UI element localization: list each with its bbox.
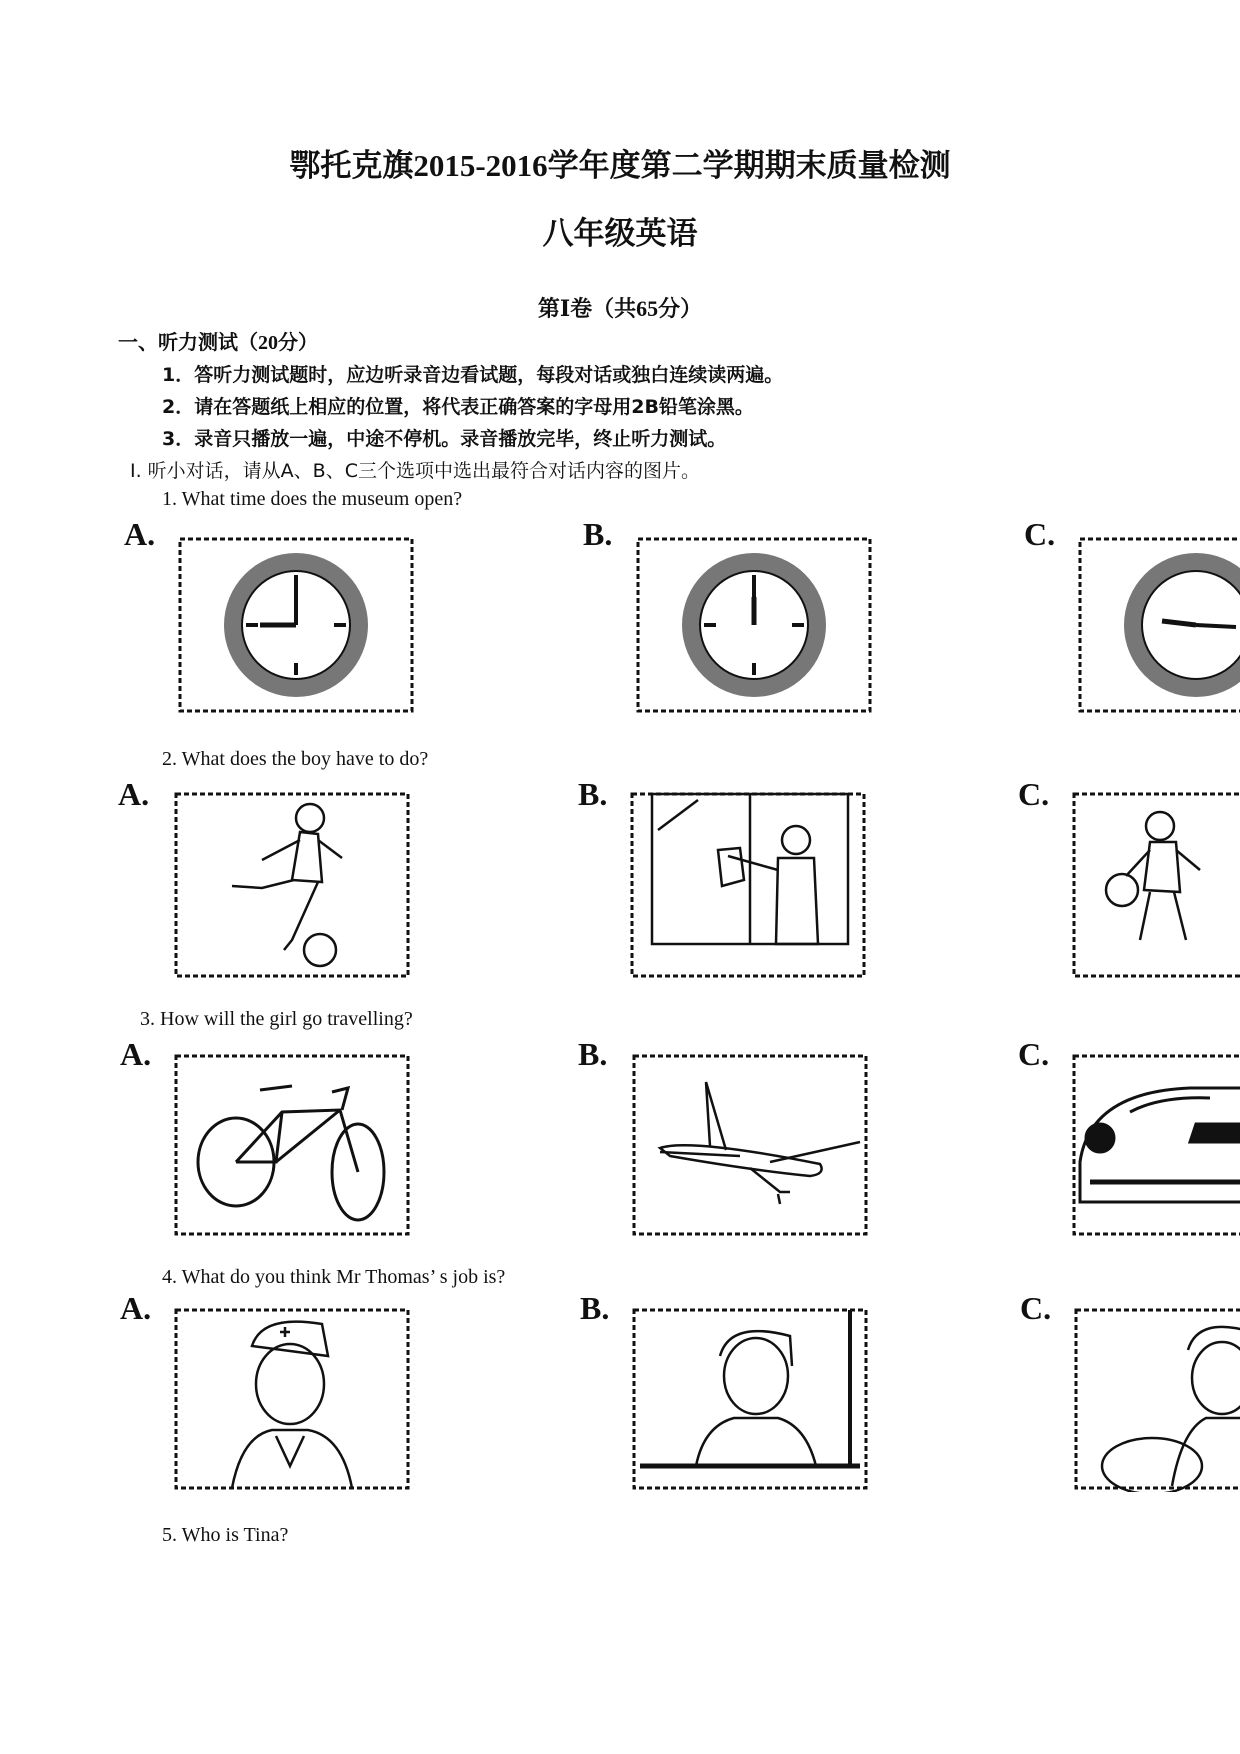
driver-icon (1102, 1327, 1240, 1492)
exam-title: 鄂托克旗2015-2016学年度第二学期期末质量检测 (289, 148, 951, 183)
clock-9-icon (224, 553, 368, 697)
option-a-label: A. (118, 776, 150, 812)
clock-12-icon (682, 553, 826, 697)
question-4: 4. What do you think Mr Thomas’ s job is? (162, 1266, 506, 1288)
instruction-1: 1．答听力测试题时，应边听录音边看试题，每段对话或独白连续读两遍。 (162, 364, 784, 386)
picture-frame (1070, 1052, 1240, 1238)
picture-frame (628, 790, 868, 980)
option-a-label: A. (124, 516, 156, 552)
instruction-2: 2．请在答题纸上相应的位置，将代表正确答案的字母用2B铅笔涂黑。 (162, 396, 754, 418)
picture-frame (172, 790, 412, 980)
picture-frame (172, 1306, 412, 1492)
picture-frame (172, 1052, 412, 1238)
option-b-label: B. (578, 776, 608, 812)
question-1: 1. What time does the museum open? (162, 488, 463, 510)
exam-subtitle: 八年级英语 (542, 216, 698, 251)
option-b-label: B. (578, 1036, 608, 1072)
option-b-label: B. (580, 1290, 610, 1326)
section-heading: 一、听力测试（20分） (118, 332, 318, 354)
boy-cleaning-window-icon (652, 794, 848, 944)
airplane-icon (660, 1082, 860, 1204)
part-title: 第Ⅰ卷（共65分） (537, 296, 703, 321)
train-icon (1080, 1088, 1240, 1202)
picture-frame (630, 1052, 870, 1238)
subpart-heading: Ⅰ. 听小对话，请从A、B、C三个选项中选出最符合对话内容的图片。 (130, 460, 700, 482)
picture-frame (630, 1306, 870, 1492)
picture-frame (1076, 535, 1240, 715)
question-3: 3. How will the girl go travelling? (140, 1008, 413, 1030)
question-5: 5. Who is Tina? (162, 1524, 289, 1546)
question-2: 2. What does the boy have to do? (162, 748, 429, 770)
option-b-label: B. (583, 516, 613, 552)
picture-frame (634, 535, 874, 715)
option-a-label: A. (120, 1290, 152, 1326)
picture-frame (1070, 790, 1240, 980)
option-c-label: C. (1018, 776, 1050, 812)
boy-playing-soccer-icon (232, 804, 342, 966)
option-c-label: C. (1020, 1290, 1052, 1326)
clock-9-15-icon (1124, 553, 1240, 697)
boy-playing-basketball-icon (1106, 812, 1200, 940)
picture-frame (1072, 1306, 1240, 1492)
option-c-label: C. (1018, 1036, 1050, 1072)
instruction-3: 3．录音只播放一遍，中途不停机。录音播放完毕，终止听力测试。 (162, 428, 727, 450)
option-a-label: A. (120, 1036, 152, 1072)
picture-frame (176, 535, 416, 715)
option-c-label: C. (1024, 516, 1056, 552)
teacher-icon (640, 1310, 860, 1466)
bicycle-icon (198, 1086, 384, 1220)
doctor-icon (232, 1322, 352, 1488)
